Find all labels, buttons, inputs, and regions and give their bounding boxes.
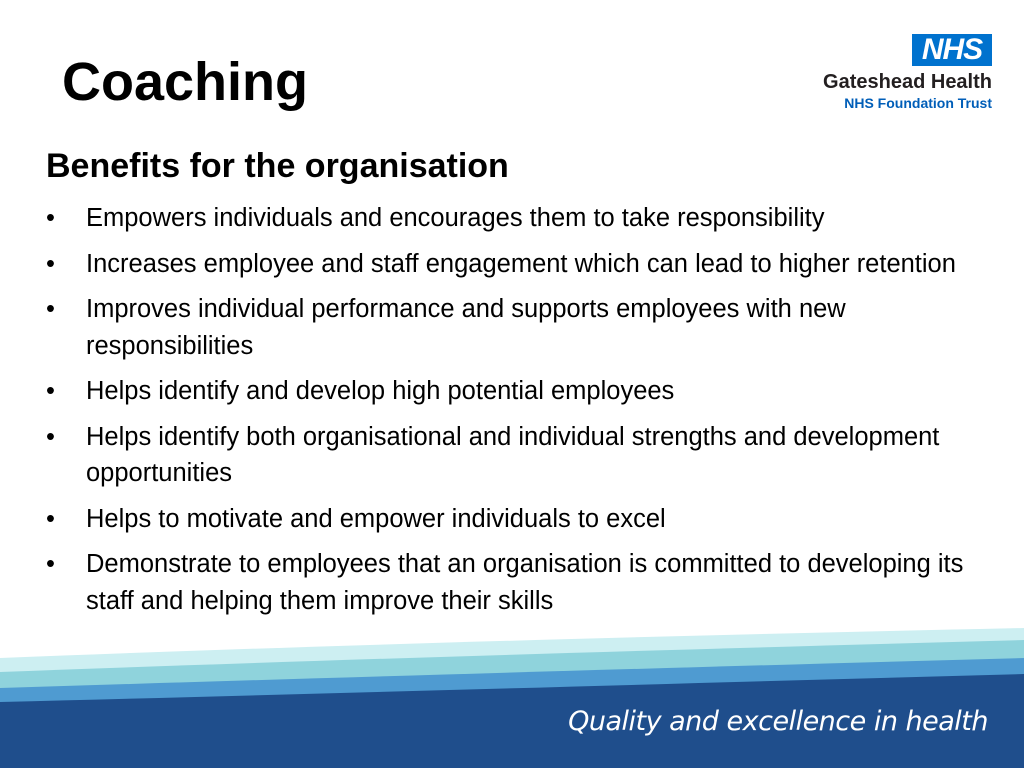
footer-wave-decoration [0,628,1024,768]
bullet-item [46,373,966,410]
nhs-logo [790,30,996,118]
bullet-item [46,246,966,283]
bullet-item [46,419,966,492]
section-subtitle: Benefits for the organisation [46,147,509,185]
bullet-marker: • [46,295,55,323]
logo-org-subtitle: NHS Foundation Trust [844,95,992,111]
bullet-item [46,501,966,538]
bullet-text: Demonstrate to employees that an organisation is committed to developing its staff and helping them improve their skills [86,550,964,615]
nhs-logo-mark: NHS [912,34,992,66]
bullet-item [46,200,966,237]
bullet-marker: • [46,377,55,405]
bullet-item [46,546,966,619]
bullet-marker: • [46,204,55,232]
bullet-text: Increases employee and staff engagement which can lead to higher retention [86,249,956,278]
bullet-text: Empowers individuals and encourages them to take responsibility [86,204,825,232]
bullet-text: Helps identify and develop high potential employees [86,377,675,405]
bullet-text: Helps identify both organisational and individual strengths and development opportunities [86,422,940,487]
logo-org-name: Gateshead Health [823,71,992,93]
bullet-marker: • [46,550,55,578]
bullet-list [46,200,966,628]
bullet-marker: • [46,504,55,533]
slide-title: Coaching [62,52,309,112]
bullet-item [46,291,966,364]
bullet-marker: • [46,249,55,278]
footer-tagline: Quality and excellence in health [568,706,988,737]
bullet-text: Improves individual performance and supports employees with new responsibilities [86,295,846,360]
bullet-text: Helps to motivate and empower individuals to excel [86,504,666,533]
bullet-marker: • [46,422,55,451]
